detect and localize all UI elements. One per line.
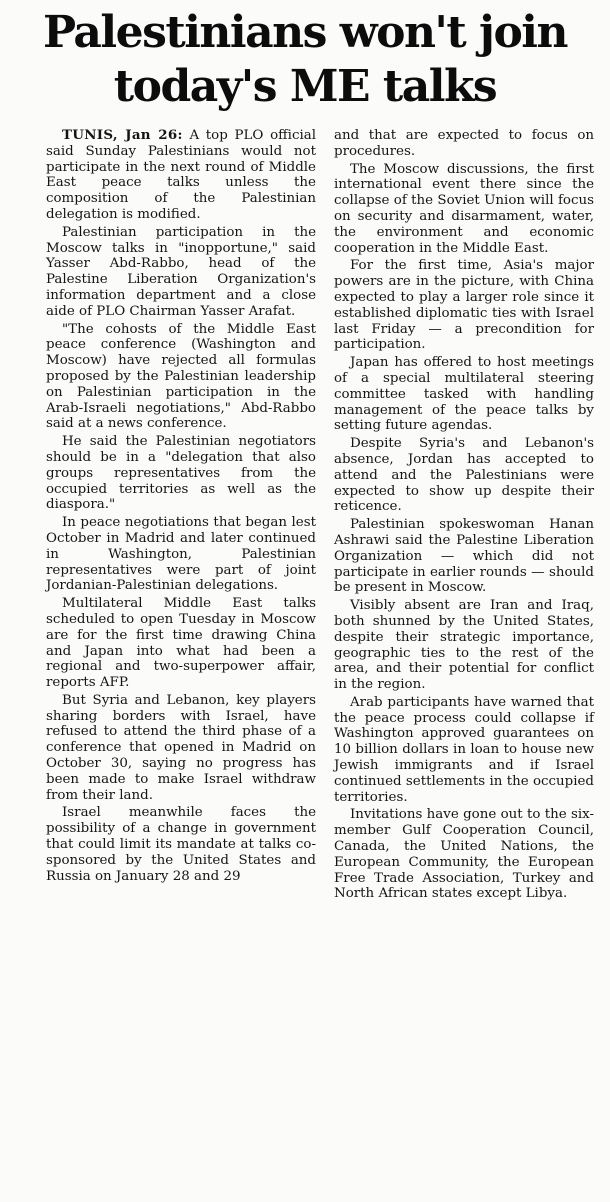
article-paragraph: Arab participants have warned that the peace process could collapse if Washington approved guarantees on 10 billion dollars in loan to house new Jewish immigrants and if Israel continued settlements in the occupied territories. (334, 694, 594, 805)
article-paragraph: "The cohosts of the Middle East peace conference (Washington and Moscow) have rejected all formulas proposed by the Palestinian leadership on Palestinian participation in the Arab-Israeli negotiations," Abd-Rabbo said at a news conference. (46, 321, 316, 432)
article-paragraph: Palestinian spokeswoman Hanan Ashrawi said the Palestine Liberation Organization — which did not participate in earlier rounds — should be present in Moscow. (334, 517, 594, 596)
article-paragraph: Visibly absent are Iran and Iraq, both shunned by the United States, despite their strategic importance, geographic ties to the rest of the area, and their potential for conflict in the region. (334, 598, 594, 693)
article-paragraph: Invitations have gone out to the six-member Gulf Cooperation Council, Canada, the United Nations, the European Community, the European Free Trade Association, Turkey and North African states except Libya. (334, 807, 594, 902)
article-paragraph: Israel meanwhile faces the possibility of a change in government that could limit its mandate at talks co-sponsored by the United States and Russia on January 28 and 29 (46, 805, 316, 884)
article-paragraph: But Syria and Lebanon, key players sharing borders with Israel, have refused to attend the third phase of a conference that opened in Madrid on October 30, saying no progress has been made to make Israel withdraw from their land. (46, 692, 316, 803)
article-paragraph: Palestinian participation in the Moscow talks in "inopportune," said Yasser Abd-Rabbo, head of the Palestine Liberation Organization's information department and a close aide of PLO Chairman Yasser Arafat. (46, 224, 316, 319)
dateline: TUNIS, Jan 26: (62, 127, 183, 143)
article-paragraph: Multilateral Middle East talks scheduled to open Tuesday in Moscow are for the first time drawing China and Japan into what had been a regional and two-superpower affair, reports AFP. (46, 596, 316, 691)
article-paragraph: Despite Syria's and Lebanon's absence, Jordan has accepted to attend and the Palestinians were expected to show up despite their reticence. (334, 436, 594, 515)
article-column-left (46, 128, 316, 886)
headline (0, 6, 610, 114)
article-paragraph: The Moscow discussions, the first international event there since the collapse of the Soviet Union will focus on security and disarmament, water, the environment and economic cooperation in the Middle East. (334, 161, 594, 256)
article-paragraph: and that are expected to focus on procedures. (334, 128, 594, 159)
headline-line-1: Palestinians won't join (42, 7, 568, 58)
article-paragraph: In peace negotiations that began lest October in Madrid and later continued in Washington, Palestinian representatives were part of joint Jordanian-Palestinian delegations. (46, 515, 316, 594)
article-paragraph: Japan has offered to host meetings of a special multilateral steering committee tasked with handling management of the peace talks by setting future agendas. (334, 355, 594, 434)
article-column-right (334, 128, 594, 904)
headline-line-2: today's ME talks (113, 61, 497, 112)
article-paragraph: For the first time, Asia's major powers are in the picture, with China expected to play a larger role since it established diplomatic ties with Israel last Friday — a precondition for participation. (334, 258, 594, 353)
article-paragraph: He said the Palestinian negotiators should be in a "delegation that also groups representatives from the occupied territories as well as the diaspora." (46, 434, 316, 513)
paragraph-text: A top PLO official said Sunday Palestinians would not participate in the next round of Middle East peace talks unless the composition of the Palestinian delegation is modified. (46, 128, 316, 222)
article-paragraph (46, 128, 316, 223)
